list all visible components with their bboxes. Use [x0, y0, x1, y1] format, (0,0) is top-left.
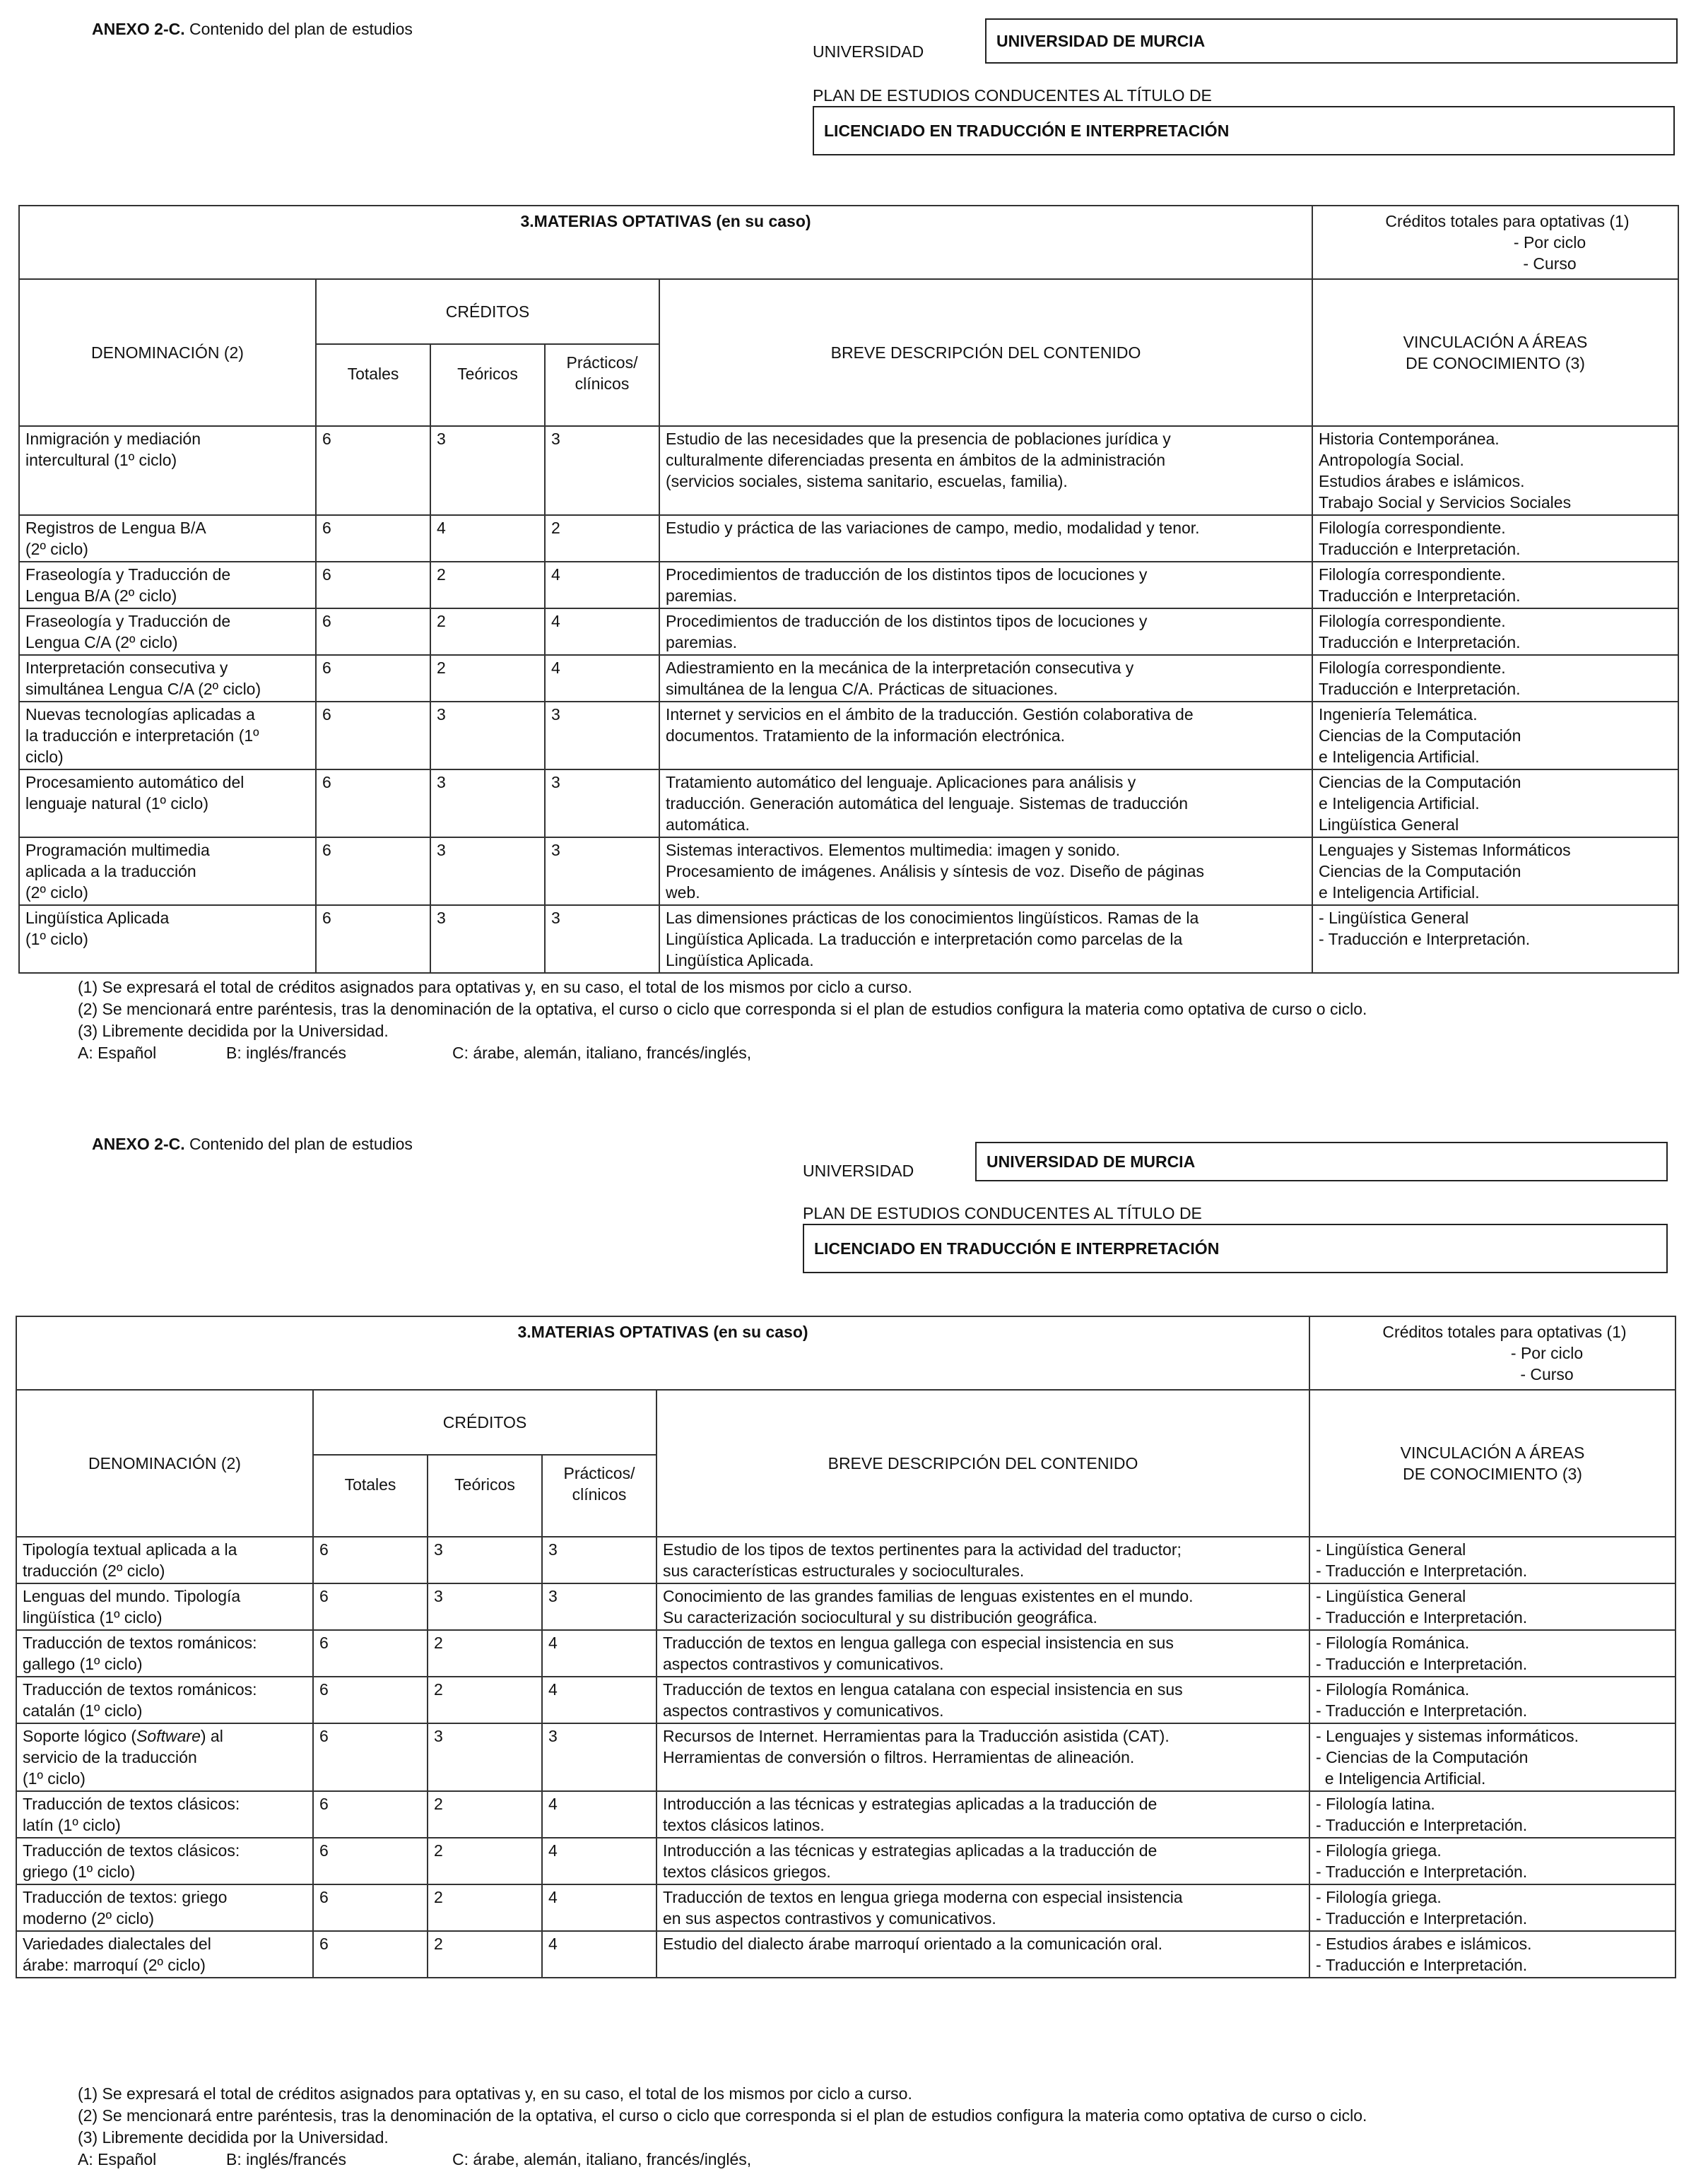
credits-practice: 4	[542, 1838, 656, 1884]
subject-name: Interpretación consecutiva y simultánea Lengua C/A (2º ciclo)	[19, 655, 316, 702]
subject-description: Traducción de textos en lengua gallega con especial insistencia en sus aspectos contrastivos y comunicativos.	[656, 1630, 1309, 1677]
credits-total: 6	[313, 1791, 428, 1838]
knowledge-areas: - Lingüística General - Traducción e Interpretación.	[1312, 905, 1678, 973]
credits-theory: 3	[430, 702, 545, 769]
table-row	[19, 562, 1678, 608]
header-vinculacion: VINCULACIÓN A ÁREAS DE CONOCIMIENTO (3)	[1312, 279, 1678, 426]
credits-total: 6	[316, 769, 430, 837]
credits-total: 6	[316, 426, 430, 515]
credits-theory: 2	[428, 1931, 542, 1978]
table-body	[19, 426, 1678, 973]
table-row	[19, 515, 1678, 562]
table-row	[16, 1884, 1676, 1931]
credits-theory: 2	[428, 1677, 542, 1723]
table-row	[16, 1537, 1676, 1583]
subject-name: Soporte lógico (Software) al servicio de la traducción (1º ciclo)	[16, 1723, 313, 1791]
footnote-2: (2) Se mencionará entre paréntesis, tras la denominación de la optativa, el curso o ciclo que corresponda si el plan de estudios configura la materia como optativa de curso o ciclo.	[78, 1000, 1367, 1018]
subject-description: Adiestramiento en la mecánica de la interpretación consecutiva y simultánea de la lengua C/A. Prácticas de situaciones.	[659, 655, 1312, 702]
credits-practice: 3	[542, 1723, 656, 1791]
subject-description: Traducción de textos en lengua catalana con especial insistencia en sus aspectos contrastivos y comunicativos.	[656, 1677, 1309, 1723]
table-title: 3.MATERIAS OPTATIVAS (en su caso)	[19, 206, 1312, 279]
subject-description: Estudio y práctica de las variaciones de campo, medio, modalidad y tenor.	[659, 515, 1312, 562]
credits-practice: 3	[542, 1537, 656, 1583]
credits-theory: 2	[430, 562, 545, 608]
subject-description: Tratamiento automático del lenguaje. Aplicaciones para análisis y traducción. Generación automática del lenguaje. Sistemas de traducción automática.	[659, 769, 1312, 837]
university-label: UNIVERSIDAD	[813, 42, 924, 61]
credits-total: 6	[316, 837, 430, 905]
table-row	[19, 426, 1678, 515]
credits-theory: 2	[430, 655, 545, 702]
credits-total-box: Créditos totales para optativas (1) - Por ciclo - Curso	[1309, 1316, 1676, 1390]
knowledge-areas: - Filología griega. - Traducción e Interpretación.	[1309, 1884, 1676, 1931]
credits-total: 6	[316, 655, 430, 702]
credits-total: 6	[313, 1677, 428, 1723]
table-row	[16, 1838, 1676, 1884]
credits-practice: 4	[542, 1791, 656, 1838]
subject-name: Procesamiento automático del lenguaje natural (1º ciclo)	[19, 769, 316, 837]
knowledge-areas: Ingeniería Telemática. Ciencias de la Computación e Inteligencia Artificial.	[1312, 702, 1678, 769]
subject-name: Traducción de textos románicos: gallego (1º ciclo)	[16, 1630, 313, 1677]
subject-description: Procedimientos de traducción de los distintos tipos de locuciones y paremias.	[659, 608, 1312, 655]
credits-total: 6	[313, 1838, 428, 1884]
knowledge-areas: - Lingüística General - Traducción e Interpretación.	[1309, 1537, 1676, 1583]
subject-name: Traducción de textos: griego moderno (2º ciclo)	[16, 1884, 313, 1931]
subject-description: Conocimiento de las grandes familias de lenguas existentes en el mundo. Su caracterización sociocultural y su distribución geográfica.	[656, 1583, 1309, 1630]
knowledge-areas: Filología correspondiente. Traducción e Interpretación.	[1312, 515, 1678, 562]
credits-theory: 3	[430, 769, 545, 837]
annex-heading: ANEXO 2-C. Contenido del plan de estudios	[92, 1135, 413, 1153]
credits-practice: 4	[545, 655, 659, 702]
credits-total: 6	[313, 1583, 428, 1630]
knowledge-areas: - Lenguajes y sistemas informáticos. - Ciencias de la Computación e Inteligencia Artificial.	[1309, 1723, 1676, 1791]
table-row	[16, 1791, 1676, 1838]
subject-name: Inmigración y mediación intercultural (1º ciclo)	[19, 426, 316, 515]
credits-total: 6	[313, 1537, 428, 1583]
header-totales: Totales	[316, 344, 430, 426]
optional-subjects-table	[18, 205, 1679, 974]
header-denominacion: DENOMINACIÓN (2)	[19, 279, 316, 426]
knowledge-areas: - Filología latina. - Traducción e Interpretación.	[1309, 1791, 1676, 1838]
header-creditos: CRÉDITOS	[316, 279, 659, 344]
optional-subjects-table	[16, 1316, 1676, 1978]
table-title: 3.MATERIAS OPTATIVAS (en su caso)	[16, 1316, 1309, 1390]
language-legend: A: Español B: inglés/francés C: árabe, alemán, italiano, francés/inglés,	[78, 1044, 752, 1062]
table-row	[16, 1583, 1676, 1630]
university-name-box: UNIVERSIDAD DE MURCIA	[975, 1142, 1668, 1181]
credits-practice: 4	[542, 1884, 656, 1931]
knowledge-areas: - Filología Románica. - Traducción e Interpretación.	[1309, 1677, 1676, 1723]
credits-theory: 3	[428, 1537, 542, 1583]
credits-total: 6	[316, 608, 430, 655]
knowledge-areas: Ciencias de la Computación e Inteligencia Artificial. Lingüística General	[1312, 769, 1678, 837]
knowledge-areas: Lenguajes y Sistemas Informáticos Ciencias de la Computación e Inteligencia Artificial.	[1312, 837, 1678, 905]
knowledge-areas: Filología correspondiente. Traducción e Interpretación.	[1312, 608, 1678, 655]
credits-total: 6	[313, 1723, 428, 1791]
subject-name: Lingüística Aplicada (1º ciclo)	[19, 905, 316, 973]
credits-theory: 3	[430, 426, 545, 515]
subject-name: Traducción de textos clásicos: griego (1º ciclo)	[16, 1838, 313, 1884]
subject-description: Traducción de textos en lengua griega moderna con especial insistencia en sus aspectos contrastivos y comunicativos.	[656, 1884, 1309, 1931]
footnote-3: (3) Libremente decidida por la Universidad.	[78, 2128, 389, 2147]
table-row	[16, 1931, 1676, 1978]
subject-name: Traducción de textos románicos: catalán (1º ciclo)	[16, 1677, 313, 1723]
footnote-3: (3) Libremente decidida por la Universidad.	[78, 1022, 389, 1040]
table-row	[16, 1630, 1676, 1677]
credits-practice: 3	[545, 702, 659, 769]
subject-description: Estudio del dialecto árabe marroquí orientado a la comunicación oral.	[656, 1931, 1309, 1978]
credits-theory: 3	[430, 837, 545, 905]
subject-description: Recursos de Internet. Herramientas para la Traducción asistida (CAT). Herramientas de conversión o filtros. Herramientas de alineación.	[656, 1723, 1309, 1791]
footnote-2: (2) Se mencionará entre paréntesis, tras la denominación de la optativa, el curso o ciclo que corresponda si el plan de estudios configura la materia como optativa de curso o ciclo.	[78, 2106, 1367, 2125]
credits-practice: 3	[545, 426, 659, 515]
knowledge-areas: - Filología Románica. - Traducción e Interpretación.	[1309, 1630, 1676, 1677]
university-name-box: UNIVERSIDAD DE MURCIA	[985, 18, 1678, 64]
knowledge-areas: Filología correspondiente. Traducción e Interpretación.	[1312, 562, 1678, 608]
annex-heading: ANEXO 2-C. Contenido del plan de estudios	[92, 20, 413, 38]
credits-total: 6	[316, 515, 430, 562]
credits-practice: 4	[542, 1677, 656, 1723]
subject-description: Estudio de las necesidades que la presencia de poblaciones jurídica y culturalmente diferenciadas presenta en ámbitos de la administración (servicios sociales, sistema sanitario, escuelas, familia).	[659, 426, 1312, 515]
header-denominacion: DENOMINACIÓN (2)	[16, 1390, 313, 1537]
subject-name: Nuevas tecnologías aplicadas a la traducción e interpretación (1º ciclo)	[19, 702, 316, 769]
language-legend: A: Español B: inglés/francés C: árabe, alemán, italiano, francés/inglés,	[78, 2150, 752, 2168]
footnote-1: (1) Se expresará el total de créditos asignados para optativas y, en su caso, el total de los mismos por ciclo a curso.	[78, 2084, 912, 2103]
credits-theory: 2	[428, 1884, 542, 1931]
footnotes	[78, 976, 1367, 1064]
header-descripcion: BREVE DESCRIPCIÓN DEL CONTENIDO	[659, 279, 1312, 426]
table-row	[19, 608, 1678, 655]
subject-name: Fraseología y Traducción de Lengua B/A (2º ciclo)	[19, 562, 316, 608]
credits-practice: 4	[542, 1931, 656, 1978]
credits-practice: 3	[545, 769, 659, 837]
credits-practice: 4	[542, 1630, 656, 1677]
credits-total: 6	[313, 1884, 428, 1931]
table-body	[16, 1537, 1676, 1978]
credits-practice: 4	[545, 562, 659, 608]
credits-total: 6	[313, 1931, 428, 1978]
credits-theory: 3	[430, 905, 545, 973]
credits-theory: 2	[428, 1630, 542, 1677]
credits-theory: 4	[430, 515, 545, 562]
degree-title-box: LICENCIADO EN TRADUCCIÓN E INTERPRETACIÓN	[813, 106, 1675, 155]
credits-theory: 2	[428, 1791, 542, 1838]
credits-practice: 3	[542, 1583, 656, 1630]
credits-theory: 2	[428, 1838, 542, 1884]
table-row	[19, 905, 1678, 973]
table-row	[19, 702, 1678, 769]
header-vinculacion: VINCULACIÓN A ÁREAS DE CONOCIMIENTO (3)	[1309, 1390, 1676, 1537]
credits-practice: 3	[545, 837, 659, 905]
table-row	[19, 655, 1678, 702]
header-descripcion: BREVE DESCRIPCIÓN DEL CONTENIDO	[656, 1390, 1309, 1537]
table-row	[19, 837, 1678, 905]
university-label: UNIVERSIDAD	[803, 1162, 914, 1180]
header-creditos: CRÉDITOS	[313, 1390, 656, 1455]
credits-theory: 3	[428, 1583, 542, 1630]
subject-name: Variedades dialectales del árabe: marroquí (2º ciclo)	[16, 1931, 313, 1978]
credits-practice: 2	[545, 515, 659, 562]
subject-description: Introducción a las técnicas y estrategias aplicadas a la traducción de textos clásicos griegos.	[656, 1838, 1309, 1884]
plan-label: PLAN DE ESTUDIOS CONDUCENTES AL TÍTULO DE	[803, 1204, 1202, 1222]
subject-name: Fraseología y Traducción de Lengua C/A (2º ciclo)	[19, 608, 316, 655]
subject-name: Programación multimedia aplicada a la traducción (2º ciclo)	[19, 837, 316, 905]
header-practicos: Prácticos/ clínicos	[545, 344, 659, 426]
subject-description: Procedimientos de traducción de los distintos tipos de locuciones y paremias.	[659, 562, 1312, 608]
header-teoricos: Teóricos	[428, 1455, 542, 1537]
knowledge-areas: Historia Contemporánea. Antropología Social. Estudios árabes e islámicos. Trabajo Social y Servicios Sociales	[1312, 426, 1678, 515]
table-row	[19, 769, 1678, 837]
credits-practice: 3	[545, 905, 659, 973]
subject-description: Estudio de los tipos de textos pertinentes para la actividad del traductor; sus características estructurales y socioculturales.	[656, 1537, 1309, 1583]
plan-label: PLAN DE ESTUDIOS CONDUCENTES AL TÍTULO DE	[813, 86, 1212, 105]
subject-name: Tipología textual aplicada a la traducción (2º ciclo)	[16, 1537, 313, 1583]
knowledge-areas: - Filología griega. - Traducción e Interpretación.	[1309, 1838, 1676, 1884]
table-row	[16, 1723, 1676, 1791]
credits-total: 6	[316, 562, 430, 608]
subject-description: Las dimensiones prácticas de los conocimientos lingüísticos. Ramas de la Lingüística Aplicada. La traducción e interpretación como parcelas de la Lingüística Aplicada.	[659, 905, 1312, 973]
subject-description: Sistemas interactivos. Elementos multimedia: imagen y sonido. Procesamiento de imágenes. Análisis y síntesis de voz. Diseño de páginas web.	[659, 837, 1312, 905]
subject-name: Registros de Lengua B/A (2º ciclo)	[19, 515, 316, 562]
subject-description: Internet y servicios en el ámbito de la traducción. Gestión colaborativa de documentos. Tratamiento de la información electrónica.	[659, 702, 1312, 769]
sheet-2	[0, 1116, 1696, 2184]
subject-name: Lenguas del mundo. Tipología lingüística (1º ciclo)	[16, 1583, 313, 1630]
credits-theory: 3	[428, 1723, 542, 1791]
credits-total-box: Créditos totales para optativas (1) - Por ciclo - Curso	[1312, 206, 1678, 279]
knowledge-areas: - Estudios árabes e islámicos. - Traducción e Interpretación.	[1309, 1931, 1676, 1978]
knowledge-areas: Filología correspondiente. Traducción e Interpretación.	[1312, 655, 1678, 702]
footnote-1: (1) Se expresará el total de créditos asignados para optativas y, en su caso, el total de los mismos por ciclo a curso.	[78, 978, 912, 996]
subject-name: Traducción de textos clásicos: latín (1º ciclo)	[16, 1791, 313, 1838]
knowledge-areas: - Lingüística General - Traducción e Interpretación.	[1309, 1583, 1676, 1630]
credits-theory: 2	[430, 608, 545, 655]
header-practicos: Prácticos/ clínicos	[542, 1455, 656, 1537]
header-teoricos: Teóricos	[430, 344, 545, 426]
table-row	[16, 1677, 1676, 1723]
degree-title-box: LICENCIADO EN TRADUCCIÓN E INTERPRETACIÓN	[803, 1224, 1668, 1273]
footnotes	[78, 2083, 1367, 2171]
header-totales: Totales	[313, 1455, 428, 1537]
credits-total: 6	[313, 1630, 428, 1677]
subject-description: Introducción a las técnicas y estrategias aplicadas a la traducción de textos clásicos latinos.	[656, 1791, 1309, 1838]
credits-practice: 4	[545, 608, 659, 655]
credits-total: 6	[316, 702, 430, 769]
credits-total: 6	[316, 905, 430, 973]
